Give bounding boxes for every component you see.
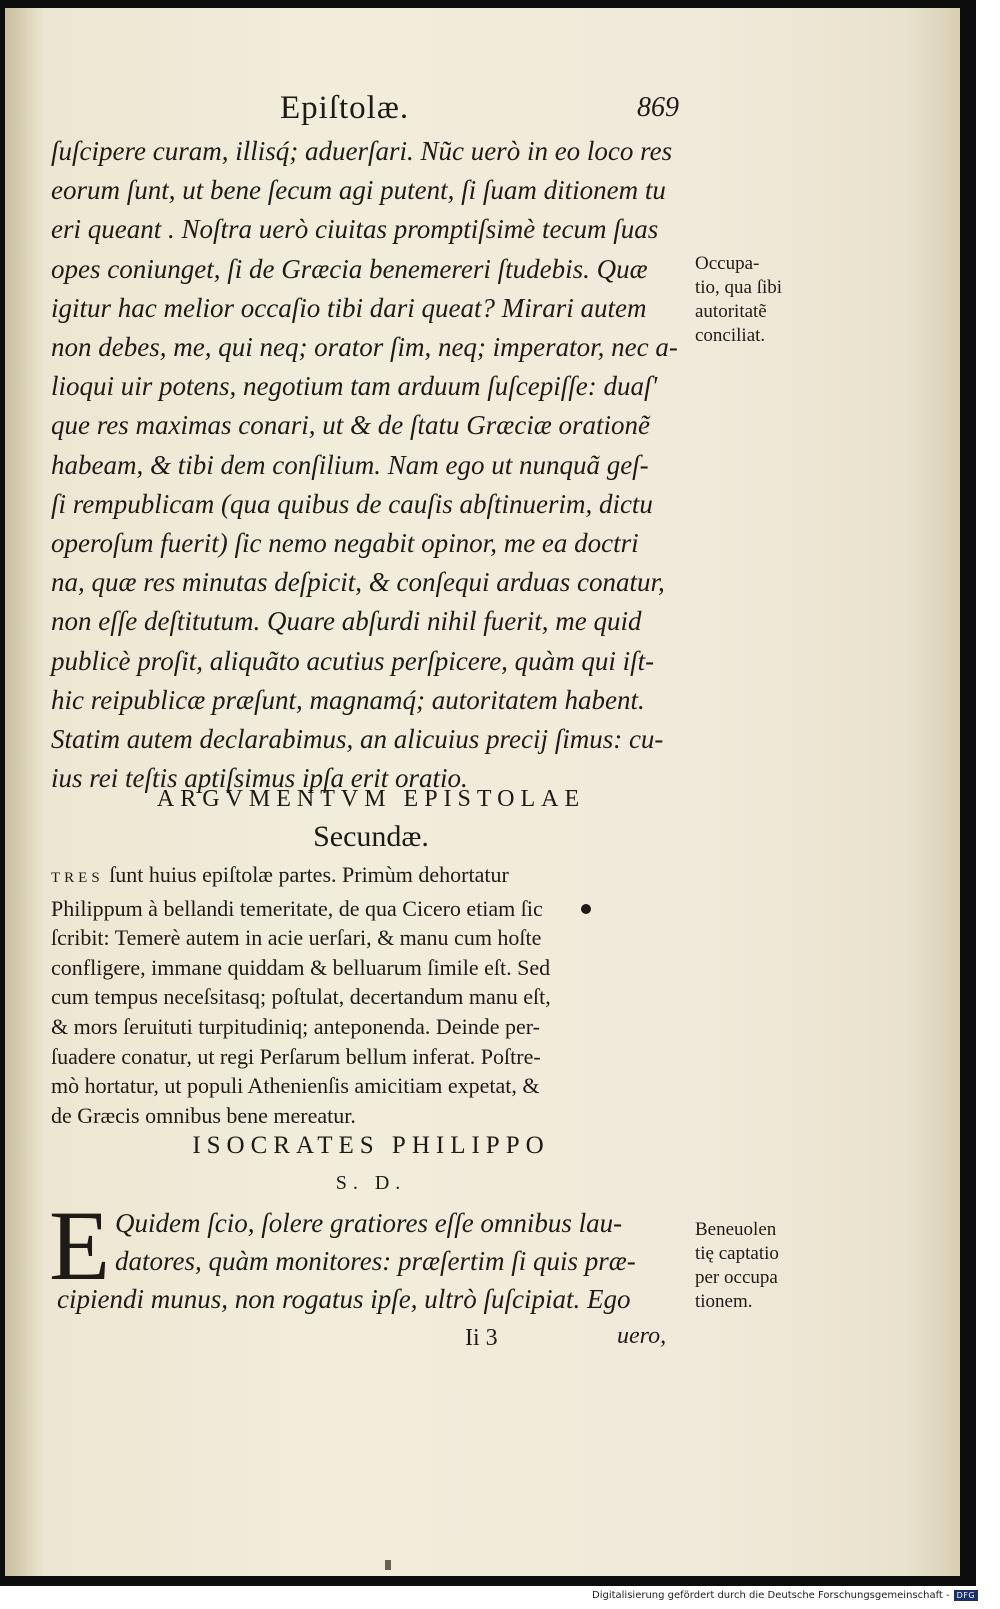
text-line: & mors ſeruituti turpitudiniq; anteponenda. Deinde per- [51,1013,540,1039]
text-line: eorum ſunt, ut bene ſecum agi putent, ſi ſuam ditionem tu [51,175,666,206]
text-line: opes coniunget, ſi de Græcia benemereri ſtudebis. Quæ [51,253,648,284]
text-line: igitur hac melior occaſio tibi dari queat? Mirari autem [51,292,647,323]
drop-cap-initial: E [49,1190,111,1301]
text-line: cipiendi munus, non rogatus ipſe, ultrò ſuſcipiat. Ego [57,1284,631,1314]
letter-salutation: S. D. [335,1172,407,1194]
text-line: na, quæ res minutas deſpicit, & conſequi arduas conatur, [51,567,665,598]
text-line: ius rei teſtis aptiſsimus ipſa erit oratio. [51,763,468,794]
text-line: hic reipublicæ præſunt, magnamq́; autoritatem habent. [51,684,645,715]
ink-blot [581,904,591,914]
marginal-line: conciliat. [695,325,766,346]
text-line: Statim autem declarabimus, an alicuius precij ſimus: cu- [51,724,664,755]
text-line: que res maximas conari, ut & de ſtatu Græciæ orationẽ [51,410,650,441]
text-line: de Græcis omnibus bene mereatur. [51,1102,356,1128]
marginal-line: autoritatẽ [695,301,767,322]
letter-opening-text [51,1204,691,1318]
letter-heading: ISOCRATES PHILIPPO [192,1132,550,1159]
text-line: mò hortatur, ut populi Athenienſis amicitiam expetat, & [51,1073,540,1099]
running-title: Epiſtolæ. [280,90,410,126]
text-line: non eſſe deſtitutum. Quare abſurdi nihil fuerit, me quid [51,606,642,637]
text-line: non debes, me, qui neq; orator ſim, neq; imperator, nec a- [51,332,678,363]
dfg-logo: DFG [954,1590,978,1601]
marginal-line: Occupa- [695,253,760,274]
marginal-line: tionem. [695,1291,753,1312]
marginal-line: tio, qua ſibi [695,277,783,298]
text-line: ſcribit: Temerè autem in acie uerſari, & manu cum hoſte [51,925,542,951]
argument-text-block [51,860,691,1130]
catchword: uero, [617,1323,667,1349]
text-line: eri queant . Noſtra uerò ciuitas promptiſsimè tecum ſuas [51,214,659,245]
marginal-line: Beneuolen [695,1219,777,1240]
text-line: confligere, immane quiddam & belluarum ſimile eſt. Sed [51,954,551,980]
text-line: Quidem ſcio, ſolere gratiores eſſe omnibus lau- [115,1208,623,1238]
text-line: ſuadere conatur, ut regi Perſarum bellum inferat. Poſtre- [51,1043,541,1069]
text-line: ſuſcipere curam, illisq́; aduerſari. Nũc uerò in eo loco res [51,136,673,166]
marginal-note-beneuolentia [695,1218,835,1314]
signature-mark: Ii 3 [465,1325,498,1351]
page-number: 869 [637,92,679,123]
text-line: Philippum à bellandi temeritate, de qua Cicero etiam ſic [51,895,543,921]
text-line: lioqui uir potens, negotium tam arduum ſuſcepiſſe: duaſ' [51,371,658,402]
text-line: ſi rempublicam (qua quibus de cauſis abſtinuerim, dictu [51,488,653,519]
running-head [5,90,960,130]
text-line: habeam, & tibi dem conſilium. Nam ego ut nunquã geſ- [51,449,649,480]
italic-text-block [51,132,691,798]
text-line: datores, quàm monitores: præſertim ſi quis præ- [115,1246,636,1276]
text-line: TRES ſunt huius epiſtolæ partes. Primùm dehortatur [51,862,509,887]
credit-text: Digitalisierung gefördert durch die Deutsche Forschungsgemeinschaft - [592,1590,950,1601]
argument-heading: ARGVMENTVM EPISTOLAE [156,786,586,812]
digitization-credit [592,1590,978,1601]
text-line: cum tempus neceſsitasq; poſtulat, decertandum manu eſt, [51,984,551,1010]
first-word: TRES [51,870,104,886]
book-page [5,8,960,1576]
text-line: publicè proſit, aliquãto acutius perſpicere, quàm qui iſt- [51,645,655,676]
marginal-line: per occupa [695,1267,778,1288]
marginal-note-occupatio [695,252,835,348]
argument-subheading: Secundæ. [313,820,429,853]
paper-mark [385,1560,391,1570]
marginal-line: tię captatio [695,1243,779,1264]
text-line: operoſum fuerit) ſic nemo negabit opinor, me ea doctri [51,528,639,559]
